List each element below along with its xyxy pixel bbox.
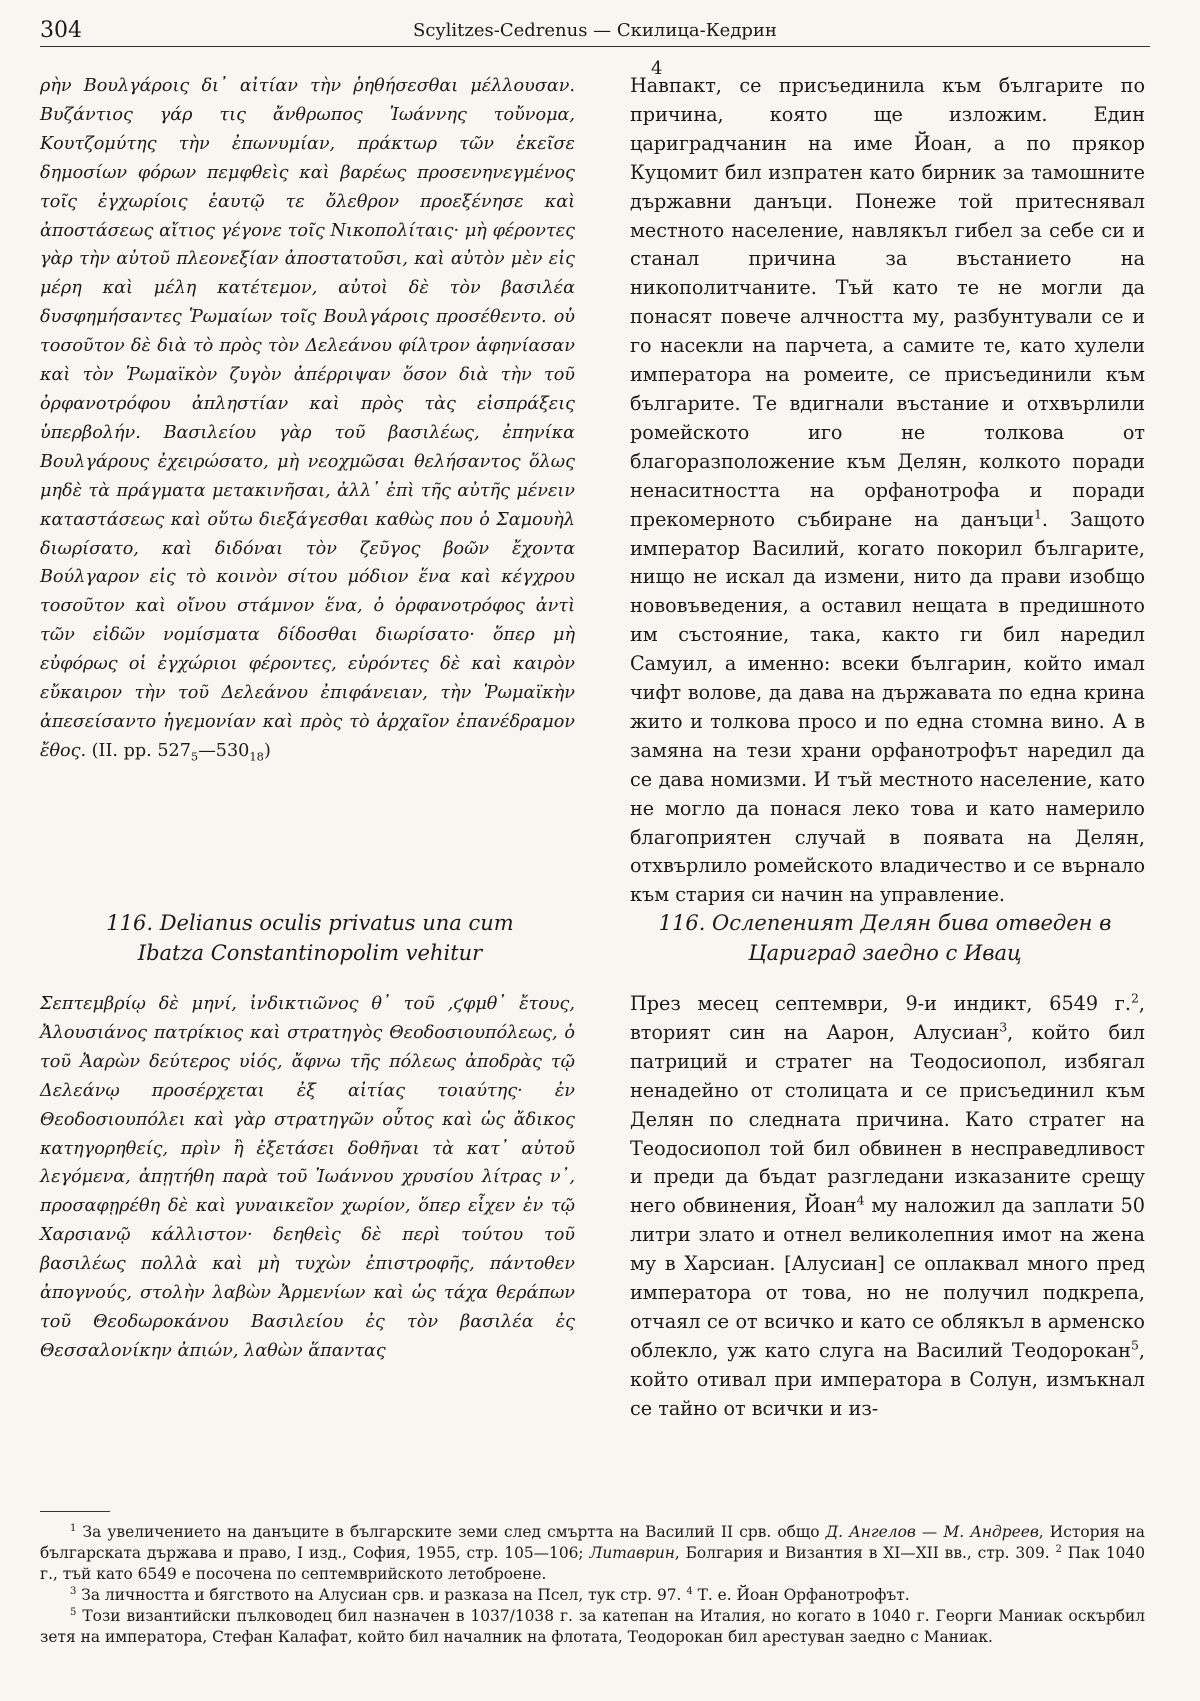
footnote-ref-4: 4 [856, 1192, 865, 1208]
footnote-ref-5: 5 [1130, 1337, 1139, 1353]
section-heading-bulgarian: 116. Ослепеният Делян бива отведен в Цариград заедно с Ивац [658, 911, 1112, 965]
running-title: Scylitzes-Cedrenus — Скилица-Кедрин [413, 20, 777, 41]
greek-paragraph-115: ρὴν Βουλγάροις δι᾽ αἰτίαν τὴν ῥηθήσεσθαι μέλλουσαν. Βυζάντιος γάρ τις ἄνθρωπος Ἰωάννης τοὔνομα, Κουτζομύτης τὴν ἐπωνυμίαν, πράκτωρ τῶν ἐκεῖσε δημοσίων φόρων πεμφθεὶς καὶ βαρέως προσενηνεγμένος τοῖς ἐγχωρίοις ἑαυτῷ τε ὄλεθρον προεξένησε καὶ ἀποστάσεως αἴτιος γέγονε τοῖς Νικοπολίταις· μὴ φέροντες γὰρ τὴν αὐτοῦ πλεονεξίαν ἀποστατοῦσι, καὶ αὐτὸν μὲν εἰς μέρη καὶ μέλη κατέτεμον, αὐτοὶ δὲ τὸν βασιλέα δυσφημήσαντες Ῥωμαίων τοῖς Βουλγάροις προσέθεντο. οὐ τοσοῦτον δὲ διὰ τὸ πρὸς τὸν Δελεάνου φίλτρον ἀφηνίασαν καὶ τὸν Ῥωμαϊκὸν ζυγὸν ἀπέρριψαν ὅσον διὰ τὴν τοῦ ὀρφανοτρόφου ἀπληστίαν καὶ πρὸς τὰς εἰσπράξεις ὑπερβολήν. Βασιλείου γὰρ τοῦ βασιλέως, ἐπηνίκα Βουλγάρους ἐχειρώσατο, μὴ νεοχμῶσαι θελήσαντος ὅλως μηδὲ τὰ πράγματα μετακινῆσαι, ἀλλ᾽ ἐπὶ τῆς αὐτῆς μένειν καταστάσεως καὶ οὕτω διεξάγεσθαι καθὼς που ὁ Σαμουὴλ διωρίσατο, καὶ διδόναι τὸν ζεῦγος βοῶν ἔχοντα Βούλγαρον εἰς τὸ κοινὸν σίτου μόδιον ἕνα καὶ κέγχρου τοσοῦτον καὶ οἴνου στάμνον ἕνα, ὁ ὀρφανοτρόφος ἀντὶ τῶν εἰδῶν νομίσματα δίδοσθαι διωρίσατο· ὅπερ μὴ εὐφόρως οἱ ἐγχώριοι φέροντες, εὑρόντες δὲ καὶ καιρὸν εὔκαιρον τὴν τοῦ Δελεάνου ἐπιφάνειαν, τὴν Ῥωμαϊκὴν ἀπεσείσαντο ἡγεμονίαν καὶ πρὸς τὸ ἀρχαῖον ἐπανέδραμον ἔθος. [40, 76, 575, 761]
bulgarian-text-115: Навпакт, се присъединила към българите по причина, която ще изложим. Един цариградчанин на име Йоан, а по прякор Куцомит бил изпратен като бирник за тамошните държавни данъци. Понеже той притеснявал местното население, навлякъл гибел за себе си и станал причина за въстанието на никополитчаните. Тъй като те не могли да понасят повече алчността му, разбунтували се и го насекли на парчета, а самите те, като хулели императора на ромеите, се присъединили към българите. Те вдигнали въстание и отхвърлили ромейското иго не толкова от благоразположение към Делян, колкото поради ненаситността на орфанотрофа и поради прекомерното събиране на данъци$^1$. Защото император Василий, когато покорил българите, нищо не искал да измени, нито да прави изобщо нововъведения, а оставил нещата в предишното им състояние, така, както ги бил наредил Самуил, а именно: всеки българин, който имал чифт волове, да дава на държавата по една крина жито и толкова просо и по една стомна вино. А в замяна на тези храни орфанотрофът наредил да се дава номизми. И тъй местното население, като не могло да понася леко това и като намерило благоприятен случай в появата на Делян, отхвърлило ромейското владичество и се върнало към стария си начин на управление. [630, 74, 1145, 907]
greek-text-116: Σεπτεμβρίῳ δὲ μηνί, ἰνδικτιῶνος θ᾽ τοῦ ‚ϛφμθ᾽ ἔτους, Ἀλουσιάνος πατρίκιος καὶ στρατηγὸς Θεοδοσιουπόλεως, ὁ τοῦ Ἀαρὼν δεύτερος υἱός, ἄφνω τῆς πόλεως ἀποδρὰς τῷ Δελεάνῳ προσέρχεται ἐξ αἰτίας τοιαύτης· ἐν Θεοδοσιουπόλει καὶ γὰρ στρατηγῶν οὗτος καὶ ὡς ἄδικος κατηγορηθείς, πρὶν ἢ ἐξετάσει δοθῆναι τὰ κατ᾽ αὐτοῦ λεγόμενα, ἀπῃτήθη παρὰ τοῦ Ἰωάννου χρυσίου λίτρας ν᾽, προσαφῃρέθη δὲ καὶ γυναικεῖον χωρίον, ὅπερ εἶχεν ἐν τῷ Χαρσιανῷ κάλλιστον· δεηθεὶς δὲ περὶ τούτου τοῦ βασιλέως πολλὰ καὶ μὴ τυχὼν ἐπιστροφῆς, πάντοθεν ἀπογνούς, στολὴν λαβὼν Ἀρμενίων καὶ ὡς τάχα θεράπων τοῦ Θεοδωροκάνου Βασιλείου ἐς τὸν βασιλέα ἐς Θεσσαλονίκην ἀπιών, λαθὼν ἅπαντας [40, 994, 575, 1361]
footnote-ref-3: 3 [999, 1019, 1008, 1035]
column-marker: 4 [651, 58, 663, 79]
footnote-4: Т. е. Йоан Орфанотрофът. [692, 1586, 910, 1604]
greek-citation: (II. pp. $527_5—530_{18}$) [91, 740, 271, 764]
footnote-3: За личността и бягството на Алусиан срв. и разказа на Псел, тук стр. 97. [76, 1586, 682, 1604]
section-heading-latin: 116. Delianus oculis privatus una cum Ibatza Constantinopolim vehitur [106, 911, 514, 965]
footnote-2: Пак 1040 г., тъй като 6549 е посочена по септемврийското летоброене. [40, 1544, 1145, 1583]
greek-text-115 [40, 72, 575, 766]
bulgarian-text-116: През месец септември, 9-и индикт, 6549 г.$^2$, вторият син на Аарон, Алусиан$^3$, който бил патриций и стратег на Теодосиопол, избягал ненадейно от столицата и се присъединил към Делян по следната причина. Като стратег на Теодосиопол той бил обвинен в несправедливост и преди да бъдат разгледани изказаните срещу него обвинения, Йоан$^4$ му наложил да заплати 50 литри злато и отнел великолепния имот на жена му в Харсиан. [Алусиан] се оплаквал много пред императора от това, но не получил подкрепа, отчаял се от всичко и като се облякъл в арменско облекло, уж като слуга на Василий Теодорокан$^5$, който отивал при императора в Солун, измъкнал се тайно от всички и из- [630, 990, 1145, 1420]
footnote-ref-1: 1 [1033, 506, 1042, 522]
footnote-5: $^5$ Този византийски пълководец бил назначен в 1037/1038 г. за катепан на Италия, но когато в 1040 г. Георги Маниак оскърбил зетя на императора, Стефан Калафат, който бил началник на флотата, Теодорокан бил арестуван заедно с Маниак. [40, 1606, 1145, 1646]
footnote-ref-2: 2 [1130, 990, 1139, 1006]
page-number: 304 [40, 18, 82, 43]
footnote-1: $^1$ За увеличението на данъците в българските земи след смъртта на Василий II срв. общо Д. Ангелов — М. Андреев, История на българската държава и право, I изд., София, 1955, стр. 105—106; Литаврин, Болгария и Византия в XI—XII вв., стр. 309. $^2$ Пак 1040 г., тъй като 6549 е посочена по септемврийското летоброене. [40, 1522, 1145, 1583]
header-rule [40, 46, 1150, 47]
footnotes: $^1$ За увеличението на данъците в българските земи след смъртта на Василий II срв. общо Д. Ангелов — М. Андреев, История на българската държава и право, I изд., София, 1955, стр. 105—106; Литаврин, Болгария и Византия в XI—XII вв., стр. 309. $^2$ Пак 1040 г., тъй като 6549 е посочена по септемврийското летоброене. $^3$ За личността и бягството на Алусиан срв. и разказа на Псел, тук стр. 97. $^4$ Т. е. Йоан Орфанотрофът. $^5$ Този византийски пълководец бил назначен в 1037/1038 г. за катепан на Италия, но когато в 1040 г. Георги Маниак оскърбил зетя на императора, Стефан Калафат, който бил началник на флотата, Теодорокан бил арестуван заедно с Маниак. [40, 1522, 1145, 1646]
footnote-rule [40, 1511, 110, 1512]
page-header [40, 18, 1150, 48]
